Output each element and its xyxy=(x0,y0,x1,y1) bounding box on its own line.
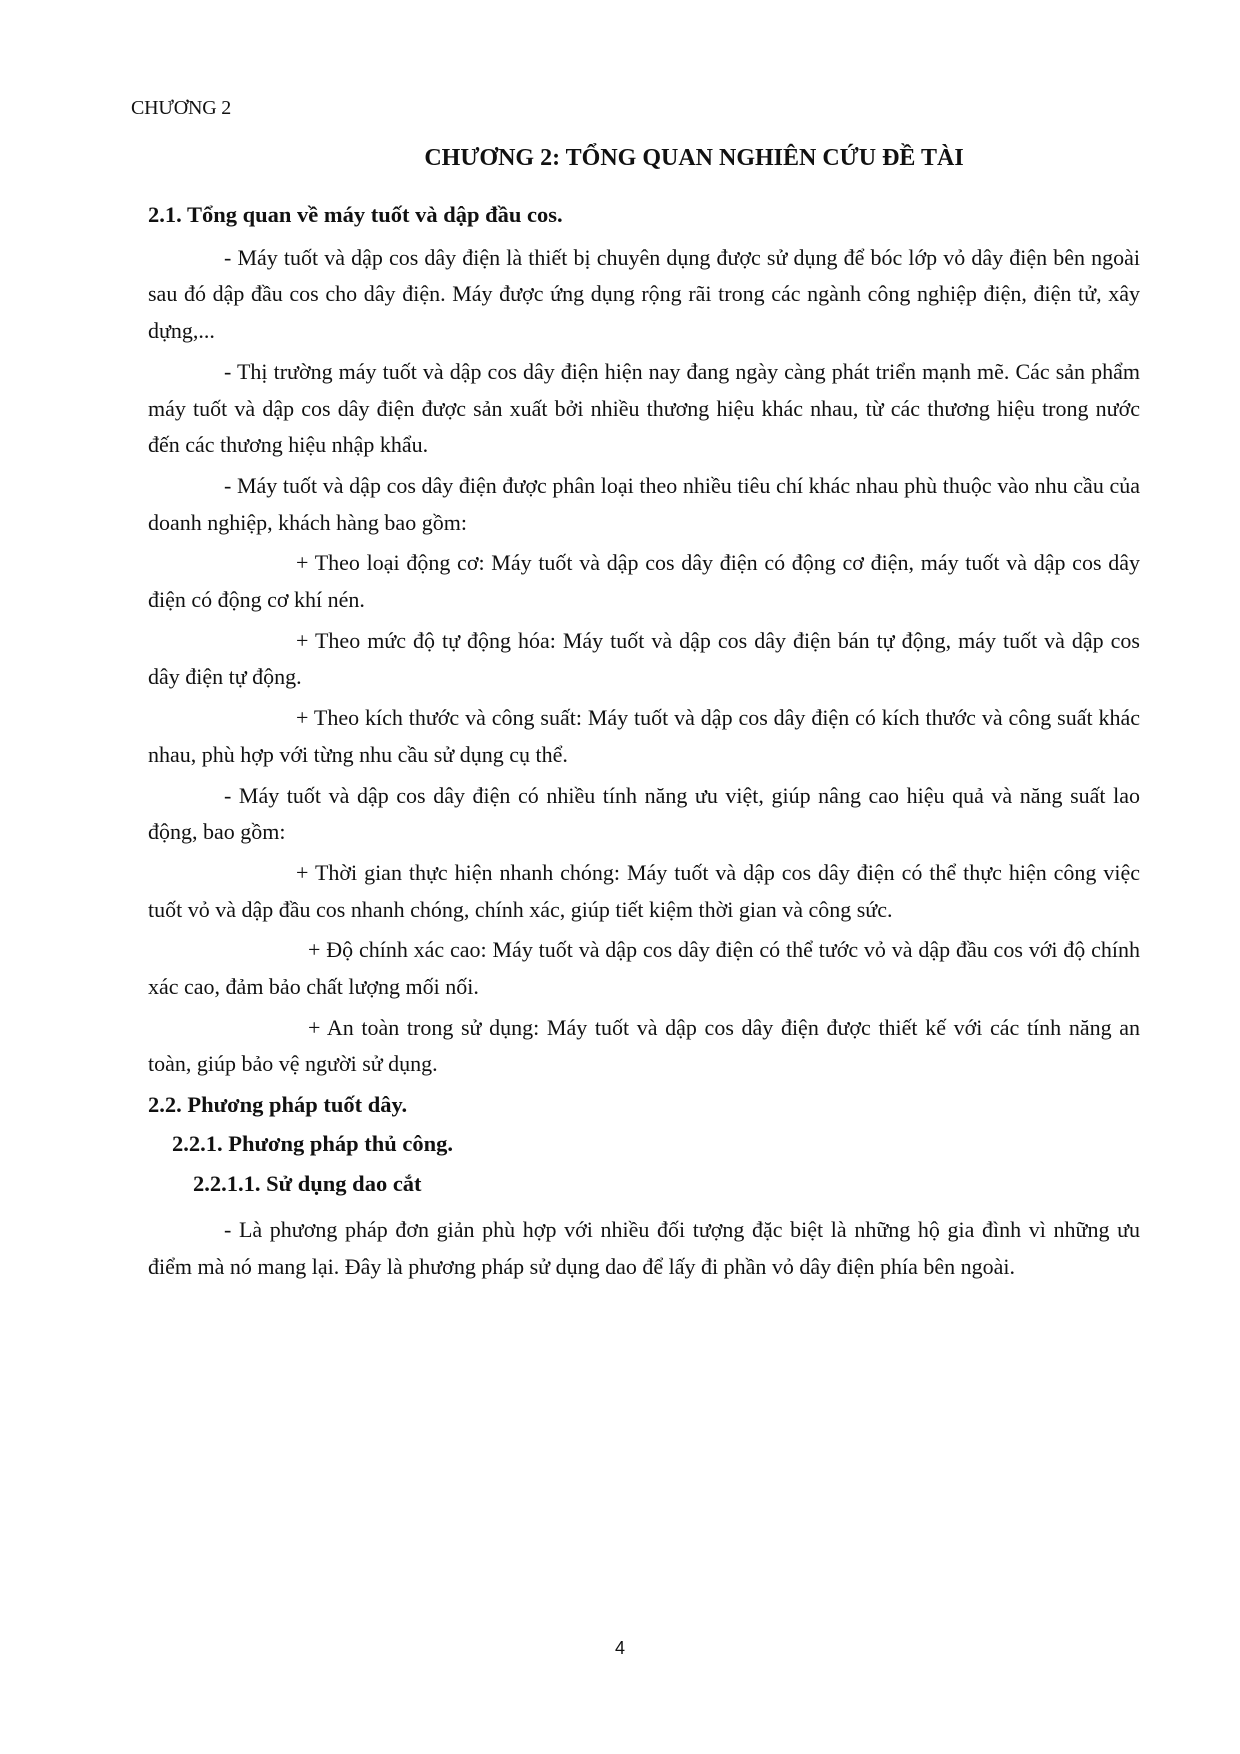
paragraph-features: - Máy tuốt và dập cos dây điện có nhiều tính năng ưu việt, giúp nâng cao hiệu quả và năng suất lao động, bao gồm: xyxy=(148,782,1140,845)
spacer xyxy=(148,1204,1140,1212)
section-heading-2-2: 2.2. Phương pháp tuốt dây. xyxy=(148,1092,408,1118)
chapter-title: CHƯƠNG 2: TỔNG QUAN NGHIÊN CỨU ĐỀ TÀI xyxy=(424,145,964,171)
list-item-motor-type: + Theo loại động cơ: Máy tuốt và dập cos dây điện có động cơ điện, máy tuốt và dập cos dây điện có động cơ khí nén. xyxy=(148,550,1140,613)
paragraph-market: - Thị trường máy tuốt và dập cos dây điện hiện nay đang ngày càng phát triển mạnh mẽ. Các sản phẩm máy tuốt và dập cos dây điện được sản xuất bởi nhiều thương hiệu khác nhau, từ các thương hiệu trong nước đến các thương hiệu nhập khẩu. xyxy=(148,358,1140,458)
document-body xyxy=(148,197,1140,1289)
paragraph-classification: - Máy tuốt và dập cos dây điện được phân loại theo nhiều tiêu chí khác nhau phù thuộc vào nhu cầu của doanh nghiệp, khách hàng bao gồm: xyxy=(148,472,1140,535)
page-number: 4 xyxy=(614,1638,625,1658)
list-item-safety: + An toàn trong sử dụng: Máy tuốt và dập cos dây điện được thiết kế với các tính năng an toàn, giúp bảo vệ người sử dụng. xyxy=(148,1014,1140,1077)
list-item-fast-execution: + Thời gian thực hiện nhanh chóng: Máy tuốt và dập cos dây điện có thể thực hiện công việc tuốt vỏ và dập đầu cos nhanh chóng, chính xác, giúp tiết kiệm thời gian và công sức. xyxy=(148,859,1140,922)
list-item-high-precision: + Độ chính xác cao: Máy tuốt và dập cos dây điện có thể tước vỏ và dập đầu cos với độ chính xác cao, đảm bảo chất lượng mối nối. xyxy=(148,937,1140,1000)
section-heading-2-2-1-1: 2.2.1.1. Sử dụng dao cắt xyxy=(193,1170,422,1196)
paragraph-overview: - Máy tuốt và dập cos dây điện là thiết bị chuyên dụng được sử dụng để bóc lớp vỏ dây điện bên ngoài sau đó dập đầu cos cho dây điện. Máy được ứng dụng rộng rãi trong các ngành công nghiệp điện, điện tử, xây dựng,... xyxy=(148,244,1140,344)
running-header: CHƯƠNG 2 xyxy=(131,97,232,119)
list-item-automation-level: + Theo mức độ tự động hóa: Máy tuốt và dập cos dây điện bán tự động, máy tuốt và dập cos dây điện tự động. xyxy=(148,627,1140,690)
paragraph-knife-method: - Là phương pháp đơn giản phù hợp với nhiều đối tượng đặc biệt là những hộ gia đình vì những ưu điểm mà nó mang lại. Đây là phương pháp sử dụng dao để lấy đi phần vỏ dây điện phía bên ngoài. xyxy=(148,1216,1140,1279)
section-heading-2-2-1: 2.2.1. Phương pháp thủ công. xyxy=(172,1130,454,1156)
list-item-size-power: + Theo kích thước và công suất: Máy tuốt và dập cos dây điện có kích thước và công suất khác nhau, phù hợp với từng nhu cầu sử dụng cụ thể. xyxy=(148,705,1140,767)
section-heading-2-1: 2.1. Tổng quan về máy tuốt và dập đầu cos. xyxy=(148,202,563,227)
